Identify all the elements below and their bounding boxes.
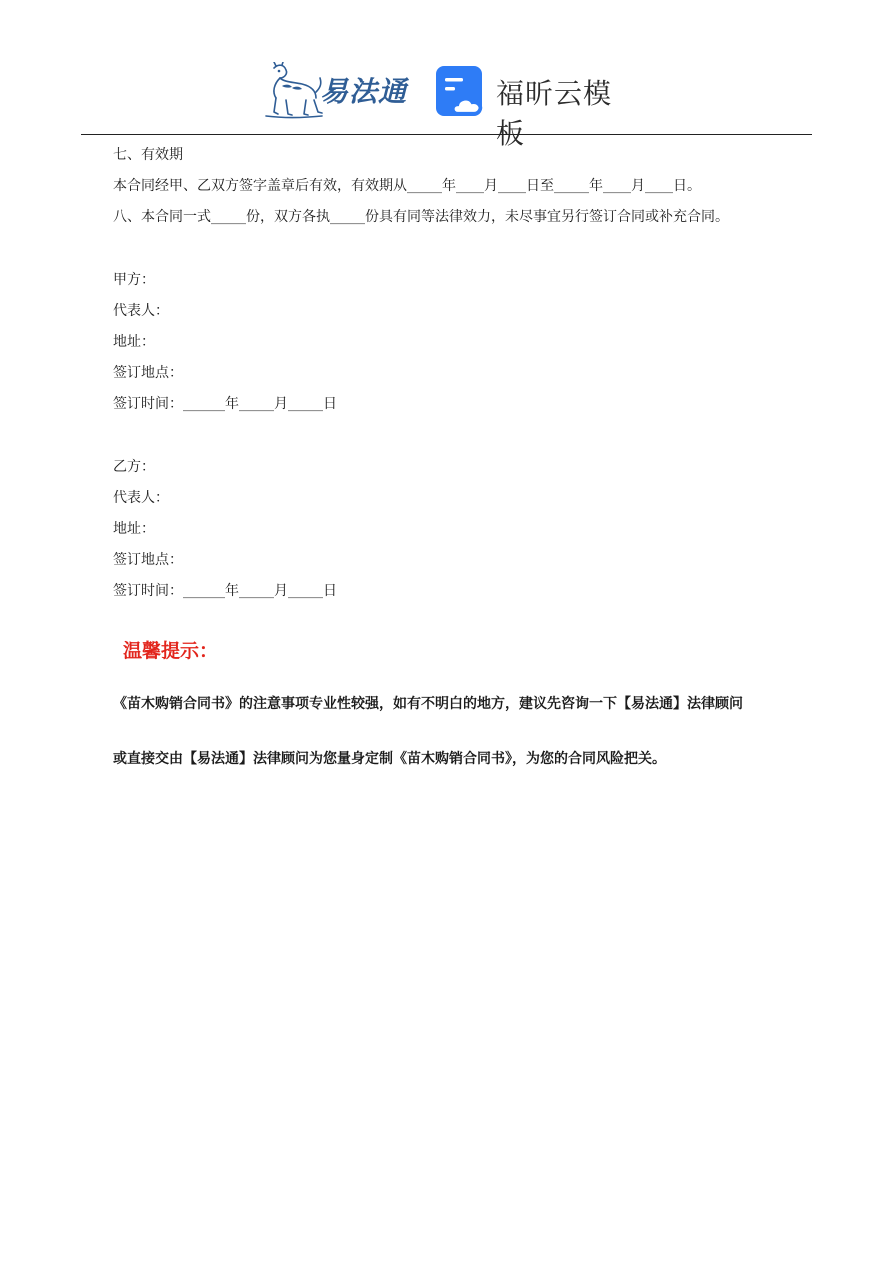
party-a-signing-place: 签订地点：	[113, 365, 183, 381]
page-header	[0, 0, 893, 150]
party-b-signing-place: 签订地点：	[113, 552, 183, 568]
party-a-representative: 代表人：	[113, 303, 169, 319]
tip-line-2: 或直接交由【易法通】法律顾问为您量身定制《苗木购销合同书》，为您的合同风险把关。	[113, 751, 666, 767]
validity-clause: 本合同经甲、乙双方签字盖章后有效，有效期从_____年____月____日至_____年____月____日。	[113, 178, 701, 194]
yifatong-logo	[262, 62, 412, 120]
fuxin-brand-text: 福昕云模板	[496, 77, 613, 150]
party-b-representative: 代表人：	[113, 490, 169, 506]
qilin-icon	[262, 62, 324, 120]
party-b-address: 地址：	[113, 521, 155, 537]
party-b-signing-time: 签订时间：______年_____月_____日	[113, 583, 337, 599]
party-a-address: 地址：	[113, 334, 155, 350]
party-b-label: 乙方：	[113, 459, 155, 475]
tip-title: 温馨提示：	[123, 640, 219, 662]
yifatong-brand-text: 易法通	[320, 75, 408, 108]
section-eight-clause: 八、本合同一式_____份，双方各执_____份具有同等法律效力，未尽事宜另行签订合同或补充合同。	[113, 209, 729, 225]
party-a-label: 甲方：	[113, 272, 155, 288]
header-divider	[81, 134, 812, 135]
section-seven-heading: 七、有效期	[113, 147, 183, 163]
cloud-document-icon	[436, 66, 488, 118]
fuxin-logo	[436, 66, 636, 150]
tip-line-1: 《苗木购销合同书》的注意事项专业性较强，如有不明白的地方，建议先咨询一下【易法通】法律顾问	[113, 696, 743, 712]
party-a-signing-time: 签订时间：______年_____月_____日	[113, 396, 337, 412]
